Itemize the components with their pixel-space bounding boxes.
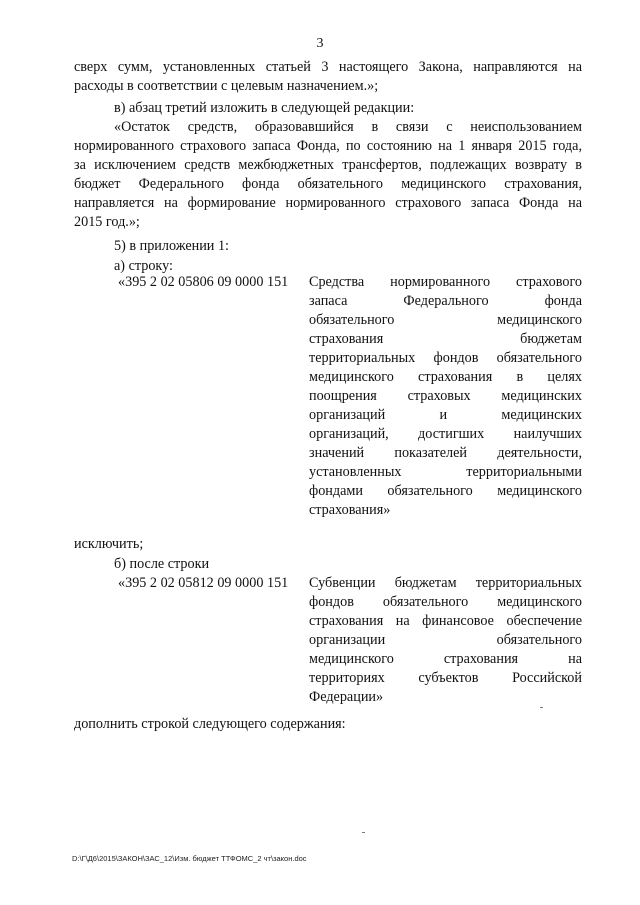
desc-line: медицинского страхования в целях [309, 369, 582, 385]
desc-line: страхования на финансовое обеспечение [309, 613, 582, 629]
append-text: дополнить строкой следующего содержания: [74, 716, 346, 732]
desc-line: значений показателей деятельности, [309, 445, 582, 461]
desc-line: организации обязательного [309, 632, 582, 648]
text-line: расходы в соответствии с целевым назначением.»; [74, 78, 379, 94]
scan-speck [540, 707, 543, 708]
file-path-footer: D:\Г\Д6\2015\ЗАКОН\ЗАС_12\Изм. бюджет ТТФОМС_2 чт\закон.doc [72, 854, 307, 863]
exclude-text: исключить; [74, 536, 144, 552]
row2-code: «395 2 02 05812 09 0000 151 [118, 575, 289, 591]
desc-line: организаций, достигших наилучших [309, 426, 582, 442]
desc-line: фондов обязательного медицинского [309, 594, 582, 610]
desc-line: обязательного медицинского [309, 312, 582, 328]
quoted-paragraph [74, 118, 582, 232]
desc-line: Средства нормированного страхового [309, 274, 582, 290]
item-b: б) после строки [114, 556, 210, 572]
row1-description [309, 273, 582, 520]
desc-line: поощрения страховых медицинских [309, 388, 582, 404]
desc-line: установленных территориальными [309, 464, 582, 480]
desc-line: фондами обязательного медицинского [309, 483, 582, 499]
text-line: нормированного страхового запаса Фонда, по состоянию на 1 января 2015 года, [74, 138, 582, 154]
desc-line: страхования» [309, 502, 391, 518]
scan-speck [362, 832, 365, 833]
desc-line: страхования бюджетам [309, 331, 582, 347]
text-line: направляется на формирование нормированного страхового запаса Фонда на [74, 195, 582, 211]
desc-line: организаций и медицинских [309, 407, 582, 423]
row1-code: «395 2 02 05806 09 0000 151 [118, 274, 289, 290]
row2-description [309, 574, 582, 707]
item-5: 5) в приложении 1: [114, 238, 229, 254]
desc-line: Федерации» [309, 689, 384, 705]
text-line: за исключением средств межбюджетных трансфертов, подлежащих возврату в [74, 157, 582, 173]
text-line: «Остаток средств, образовавшийся в связи с неиспользованием [114, 119, 582, 135]
desc-line: запаса Федерального фонда [309, 293, 582, 309]
desc-line: территориях субъектов Российской [309, 670, 582, 686]
text-line: бюджет Федерального фонда обязательного медицинского страхования, [74, 176, 582, 192]
paragraph-continuation [74, 58, 582, 96]
text-line: 2015 год.»; [74, 214, 140, 230]
desc-line: территориальных фондов обязательного [309, 350, 582, 366]
item-a: а) строку: [114, 258, 173, 274]
desc-line: медицинского страхования на [309, 651, 582, 667]
page-number: 3 [316, 36, 324, 51]
text-line: сверх сумм, установленных статьей 3 настоящего Закона, направляются на [74, 59, 582, 75]
desc-line: Субвенции бюджетам территориальных [309, 575, 582, 591]
item-v: в) абзац третий изложить в следующей редакции: [114, 100, 415, 116]
